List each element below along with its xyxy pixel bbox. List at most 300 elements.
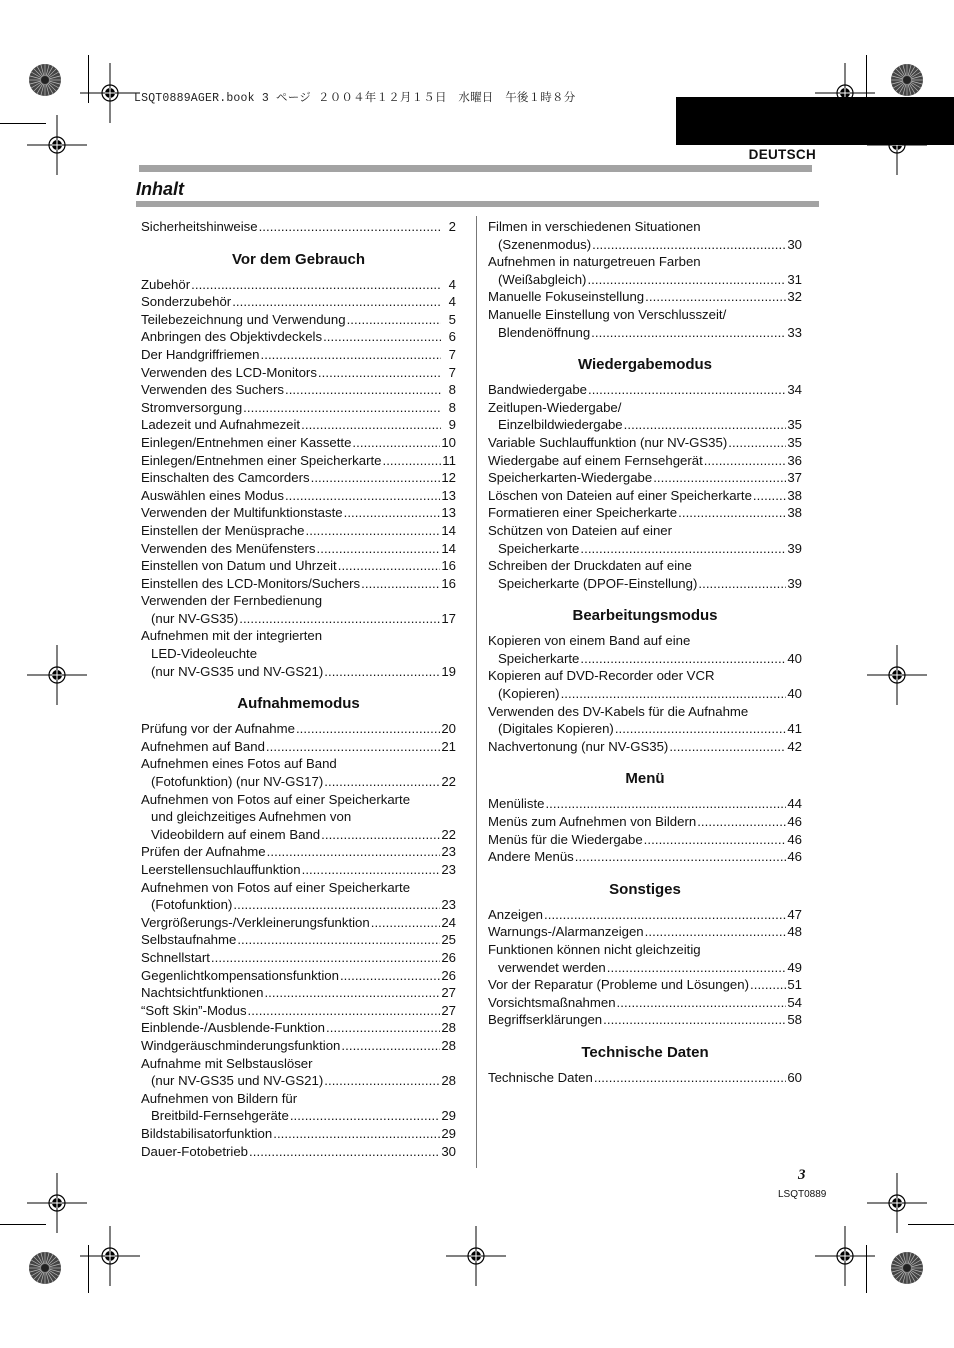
toc-entry-line [488,253,802,271]
section-heading: Aufnahmemodus [237,695,360,713]
toc-page-number: 33 [787,324,802,340]
toc-entry[interactable] [141,738,456,756]
toc-entry-text: Verwenden des Suchers [141,382,284,398]
toc-entry[interactable] [488,738,802,756]
toc-page-number: 46 [787,849,802,865]
toc-page-number: 16 [441,575,456,591]
toc-entry[interactable] [141,293,456,311]
toc-entry[interactable] [488,306,802,341]
toc-entry-line [141,861,456,879]
dot-leader [243,399,441,417]
dot-leader [750,976,786,994]
toc-entry-line [141,346,456,364]
toc-entry[interactable] [488,906,802,924]
dot-leader [603,1011,786,1029]
page-number: 3 [798,1167,806,1183]
toc-page-number: 51 [787,977,802,993]
toc-entry[interactable] [488,452,802,470]
toc-page-number: 39 [787,540,802,556]
toc-page-number: 40 [787,686,802,702]
toc-entry-line [141,592,456,610]
toc-page-number: 27 [441,1002,456,1018]
dot-leader [591,324,786,342]
dot-leader [624,416,787,434]
toc-page-number: 29 [441,1125,456,1141]
registration-crosshair [867,645,927,705]
dot-leader [237,931,440,949]
toc-page-number: 11 [442,452,456,468]
toc-entry-line [141,434,456,452]
toc-entry-text: Manuelle Fokuseinstellung [488,289,645,305]
toc-entry-text: Wiedergabe auf einem Fernsehgerät [488,452,703,468]
toc-page-number: 16 [441,558,456,574]
toc-entry-text: Aufnehmen von Fotos auf einer Speicherkarte [141,791,411,807]
toc-entry[interactable] [488,994,802,1012]
toc-entry[interactable] [488,399,802,434]
toc-entry-text: Sonderzubehör [141,294,232,310]
toc-page-number: 8 [448,399,456,415]
toc-page-number: 26 [441,949,456,965]
toc-entry-text: Leerstellensuchlauffunktion [141,862,301,877]
dot-leader [697,813,786,831]
toc-entry-line [141,452,456,470]
toc-entry[interactable] [488,381,802,399]
toc-entry-line [141,1055,456,1073]
toc-entry[interactable] [141,434,456,452]
toc-entry[interactable] [141,843,456,861]
toc-entry-text: Dauer-Fotobetrieb [141,1143,249,1159]
toc-entry[interactable] [141,592,456,627]
toc-entry[interactable] [141,346,456,364]
toc-entry[interactable] [141,755,456,790]
toc-entry[interactable] [141,931,456,949]
toc-page-number: 6 [448,329,456,345]
toc-entry[interactable] [141,452,456,470]
toc-entry-text: Verwenden der Multifunktionstaste [141,505,343,521]
toc-entry-text: Aufnahme mit Selbstauslöser [141,1055,313,1071]
toc-entry-text: Menüs für die Wiedergabe [488,831,643,847]
toc-entry[interactable] [488,557,802,592]
toc-entry-text: (Weißabgleich) [498,271,587,287]
toc-entry[interactable] [141,540,456,558]
dot-leader [305,522,440,540]
dot-leader [698,575,786,593]
toc-entry[interactable] [141,276,456,294]
toc-page-number: 58 [787,1012,802,1028]
toc-entry[interactable] [141,1037,456,1055]
dot-leader [580,540,786,558]
toc-entry-line [488,306,802,324]
toc-entry[interactable] [488,923,802,941]
dot-leader [607,959,787,977]
dot-leader [302,861,441,879]
toc-entry-text: Speicherkarte [498,540,580,556]
dot-leader [361,575,440,593]
print-file-header: LSQT0889AGER.book 3 ページ ２００４年１２月１５日 水曜日 午後１時８分 [134,92,576,105]
toc-entry-text: (Fotofunktion) [151,897,233,913]
dot-leader [233,896,440,914]
toc-page-number: 46 [787,814,802,830]
toc-entry[interactable] [141,879,456,914]
dot-leader [248,1002,441,1020]
crop-mark [908,1224,954,1225]
toc-page-number: 35 [787,434,802,450]
toc-entry[interactable] [488,667,802,702]
dot-leader [326,1019,440,1037]
toc-entry-text: Breitbild-Fernsehgeräte [151,1108,289,1124]
toc-entry-text: (Szenenmodus) [498,236,592,252]
crop-mark [866,1245,867,1293]
toc-entry-line [488,288,802,306]
toc-page-number: 20 [441,721,456,737]
toc-page-number: 24 [441,914,456,930]
toc-entry[interactable] [141,1019,456,1037]
toc-page-number: 12 [441,470,456,486]
toc-entry-text: Prüfung vor der Aufnahme [141,721,295,737]
toc-entry-text: Aufnehmen von Fotos auf einer Speicherkarte [141,879,411,895]
toc-entry[interactable] [488,941,802,976]
toc-entry-line [488,504,802,522]
toc-entry-text: Prüfen der Aufnahme [141,844,266,860]
toc-entry-text: Manuelle Einstellung von Verschlusszeit/ [488,306,727,322]
toc-page-number: 14 [441,522,456,538]
dot-leader [232,293,441,311]
registration-crosshair [27,645,87,705]
toc-entry-text: Einlegen/Entnehmen einer Kassette [141,434,352,450]
toc-entry[interactable] [488,813,802,831]
toc-entry-text: Verwenden des LCD-Monitors [141,364,317,380]
toc-entry-text: Verwenden des Menüfensters [141,540,316,556]
dot-leader [285,487,440,505]
toc-entry[interactable] [488,218,802,253]
toc-entry-line [141,663,456,681]
registration-crosshair [446,1226,506,1286]
toc-entry-text: Der Handgriffriemen [141,346,260,362]
toc-entry-line [488,1011,802,1029]
dot-leader [561,685,787,703]
toc-entry-line [488,381,802,399]
toc-entry[interactable] [141,522,456,540]
toc-entry-line [488,976,802,994]
toc-entry[interactable] [141,967,456,985]
registration-wheel [890,63,924,97]
dot-leader [678,504,786,522]
toc-entry-text: Anzeigen [488,906,543,922]
toc-entry[interactable] [141,364,456,382]
toc-entry-line [141,469,456,487]
toc-entry-line [141,914,456,932]
toc-entry-line [488,923,802,941]
dot-leader [338,557,441,575]
dot-leader [728,434,786,452]
toc-page-number: 22 [441,774,456,790]
toc-entry[interactable] [488,288,802,306]
toc-entry-line [141,1090,456,1108]
language-label: DEUTSCH [748,147,816,162]
toc-entry[interactable] [488,434,802,452]
dot-leader [587,271,786,289]
dot-leader [382,452,441,470]
toc-entry-line [141,557,456,575]
toc-entry[interactable] [141,1002,456,1020]
toc-entry-text: Funktionen können nicht gleichzeitig [488,942,701,957]
dot-leader [323,328,441,346]
toc-entry[interactable] [488,253,802,288]
toc-page-number: 23 [441,862,456,877]
dot-leader [191,276,441,294]
toc-entry[interactable] [488,522,802,557]
toc-entry[interactable] [141,575,456,593]
toc-page-number: 13 [441,505,456,521]
toc-entry-line [141,610,456,628]
dot-leader [580,650,786,668]
toc-entry[interactable] [141,487,456,505]
toc-entry[interactable] [141,1055,456,1090]
toc-entry-line [488,667,802,685]
toc-entry-text: (Fotofunktion) (nur NV-GS17) [151,774,324,790]
toc-entry-text: “Soft Skin”-Modus [141,1002,247,1018]
toc-entry-text: Nachtsichtfunktionen [141,985,264,1001]
toc-entry-text: Einstellen von Datum und Uhrzeit [141,558,337,574]
toc-entry-text: Schnellstart [141,949,210,965]
toc-entry-line [488,236,802,254]
toc-page-number: 17 [441,610,456,626]
toc-entry[interactable] [488,632,802,667]
toc-entry-text: Gegenlichtkompensationsfunktion [141,967,339,983]
dot-leader [340,967,440,985]
toc-page-number: 30 [787,236,802,252]
toc-entry-text: Vor der Reparatur (Probleme und Lösungen) [488,977,749,993]
toc-entry-line [488,469,802,487]
dot-leader [575,848,787,866]
dot-leader [249,1143,440,1161]
toc-page-number: 13 [441,487,456,503]
toc-entry-text: verwendet werden [498,959,606,975]
toc-entry-text: Menüs zum Aufnehmen von Bildern [488,814,697,830]
dot-leader [653,469,786,487]
toc-entry-text: und gleichzeitiges Aufnehmen von [151,809,352,825]
dot-leader [321,826,440,844]
toc-entry-text: Aufnehmen in naturgetreuen Farben [488,254,701,270]
toc-entry[interactable] [141,1125,456,1143]
dot-leader [669,738,786,756]
toc-page-number: 49 [787,959,802,975]
toc-entry-line [488,324,802,342]
section-heading: Menü [625,770,665,788]
toc-entry-text: Begriffserklärungen [488,1012,603,1028]
toc-entry[interactable] [141,328,456,346]
toc-entry-line [141,364,456,382]
registration-crosshair [80,63,140,123]
toc-page-number: 41 [787,721,802,737]
toc-entry-text: Aufnehmen von Bildern für [141,1090,298,1106]
toc-entry[interactable] [488,504,802,522]
toc-entry-line [488,831,802,849]
toc-page-number: 23 [441,897,456,913]
toc-entry-text: Einlegen/Entnehmen einer Speicherkarte [141,452,382,468]
toc-entry[interactable] [141,1143,456,1161]
toc-page-number: 28 [441,1037,456,1053]
section-heading: Technische Daten [581,1043,709,1061]
toc-entry[interactable] [141,399,456,417]
dot-leader [588,381,786,399]
toc-page-number: 5 [448,311,456,327]
dot-leader [264,984,440,1002]
toc-right-column [488,218,802,1087]
toc-entry-line [141,416,456,434]
dot-leader [753,487,786,505]
toc-entry-line [141,293,456,311]
toc-page-number: 34 [787,382,802,398]
toc-entry-text: Nachvertonung (nur NV-GS35) [488,738,669,754]
toc-entry-text: Filmen in verschiedenen Situationen [488,219,701,234]
toc-entry-line [488,685,802,703]
toc-entry-line [488,540,802,558]
toc-page-number: 47 [787,906,802,922]
toc-entry[interactable] [141,627,456,680]
toc-page-number: 38 [787,487,802,503]
toc-entry-line [488,1069,802,1087]
dot-leader [266,738,440,756]
dot-leader [318,364,441,382]
toc-entry-line [141,808,456,826]
toc-entry-text: Stromversorgung [141,399,243,415]
toc-entry[interactable] [488,703,802,738]
dot-leader [259,218,441,236]
toc-entry[interactable] [488,848,802,866]
toc-entry-line [141,755,456,773]
toc-entry-line [488,703,802,721]
toc-entry[interactable] [141,914,456,932]
toc-entry-text: Anbringen des Objektivdeckels [141,329,323,345]
toc-entry[interactable] [488,1011,802,1029]
toc-page-number: 46 [787,831,802,847]
toc-entry-text: Zubehör [141,276,191,292]
toc-entry[interactable] [141,381,456,399]
toc-page-number: 25 [441,932,456,948]
toc-entry-line [488,434,802,452]
toc-entry-text: Sicherheitshinweise [141,219,258,234]
dot-leader [316,540,440,558]
section-heading: Sonstiges [609,880,681,898]
toc-entry-text: Speicherkarte (DPOF-Einstellung) [498,575,698,591]
toc-entry[interactable] [141,311,456,329]
toc-page-number: 21 [441,738,456,754]
toc-entry[interactable] [141,557,456,575]
dot-leader [324,773,440,791]
registration-wheel [28,1251,62,1285]
toc-entry-line [488,399,802,417]
toc-entry-line [141,381,456,399]
toc-entry[interactable] [141,949,456,967]
toc-entry[interactable] [488,831,802,849]
toc-entry-text: (Kopieren) [498,686,560,702]
toc-entry[interactable] [488,469,802,487]
toc-entry-line [141,399,456,417]
dot-leader [371,914,441,932]
toc-entry-line [141,1125,456,1143]
toc-entry[interactable] [141,984,456,1002]
toc-entry[interactable] [488,795,802,813]
toc-entry-line [141,575,456,593]
toc-entry-text: Kopieren auf DVD-Recorder oder VCR [488,668,715,684]
toc-entry-line [488,271,802,289]
title-grey-rule [136,201,819,207]
toc-entry-text: Einstellen der Menüsprache [141,522,305,538]
dot-leader [544,906,786,924]
toc-entry[interactable] [141,791,456,844]
toc-page-number: 37 [787,470,802,486]
toc-entry[interactable] [141,1090,456,1125]
toc-entry[interactable] [141,720,456,738]
toc-entry[interactable] [488,1069,802,1087]
registration-crosshair [27,115,87,175]
toc-entry[interactable] [141,416,456,434]
toc-entry-line [488,557,802,575]
toc-entry-line [141,522,456,540]
toc-page-number: 9 [448,417,456,433]
toc-entry-text: Formatieren einer Speicherkarte [488,505,678,521]
toc-entry-text: Auswählen eines Modus [141,487,284,503]
dot-leader [290,1107,441,1125]
toc-entry-text: Selbstaufnahme [141,932,237,948]
toc-entry-line [488,650,802,668]
toc-entry[interactable] [141,218,456,236]
toc-entry-line [488,487,802,505]
dot-leader [615,720,787,738]
toc-page-number: 4 [448,294,456,310]
dot-leader [341,1037,440,1055]
toc-page-number: 35 [787,417,802,433]
toc-entry-text: Warnungs-/Alarmanzeigen [488,924,644,940]
toc-entry-text: (nur NV-GS35 und NV-GS21) [151,1073,324,1089]
toc-page-number: 30 [441,1143,456,1159]
toc-entry-text: Aufnehmen eines Fotos auf Band [141,756,337,772]
toc-entry-line [141,645,456,663]
toc-entry[interactable] [488,487,802,505]
toc-page-number: 14 [441,540,456,556]
toc-page-number: 8 [448,382,456,398]
toc-entry-text: Bildstabilisatorfunktion [141,1125,273,1141]
toc-entry[interactable] [141,861,456,879]
toc-entry-line [141,276,456,294]
toc-page-number: 29 [441,1108,456,1124]
toc-entry-line [488,522,802,540]
crop-mark [88,55,89,103]
toc-entry-line [141,504,456,522]
toc-page-number: 7 [448,364,456,380]
toc-entry-line [488,632,802,650]
toc-entry-text: Einzelbildwiedergabe [498,417,623,433]
toc-entry-text: Einstellen des LCD-Monitors/Suchers [141,575,361,591]
toc-entry-line [141,1143,456,1161]
toc-entry-text: Verwenden der Fernbedienung [141,593,323,609]
toc-entry[interactable] [488,976,802,994]
toc-entry-line [488,218,802,236]
toc-entry[interactable] [141,469,456,487]
page-title: Inhalt [136,179,184,199]
toc-entry[interactable] [141,504,456,522]
toc-page-number: 22 [441,826,456,842]
toc-entry-line [488,720,802,738]
toc-entry-line [488,452,802,470]
toc-entry-line [141,720,456,738]
document-code: LSQT0889 [778,1189,827,1200]
toc-entry-text: Menüliste [488,796,545,812]
toc-page-number: 10 [441,434,456,450]
dot-leader [311,469,441,487]
toc-page-number: 28 [441,1073,456,1089]
